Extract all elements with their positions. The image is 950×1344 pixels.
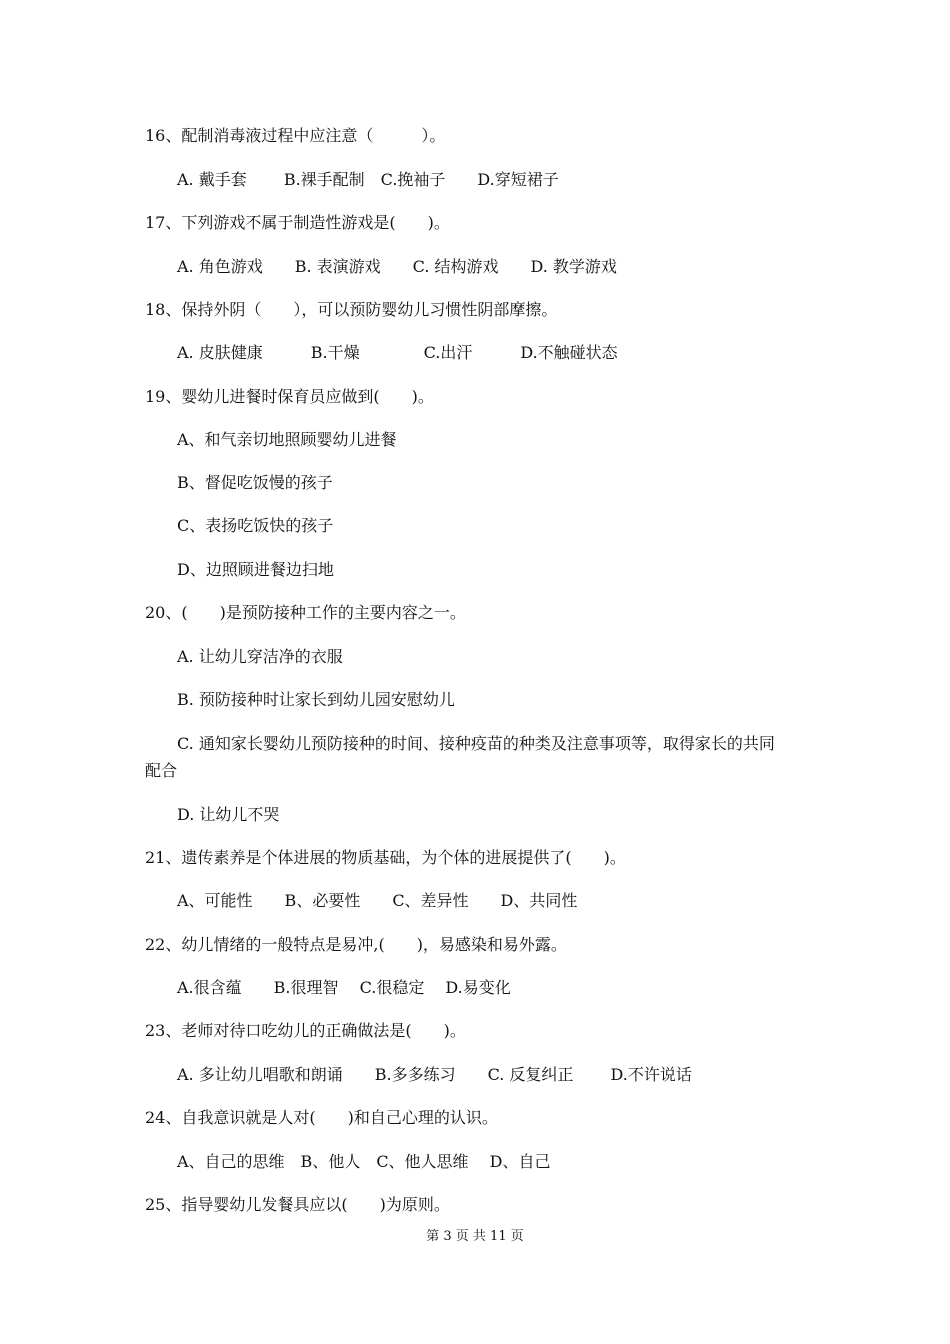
option-20-c: C. 通知家长婴幼儿预防接种的时间、接种疫苗的种类及注意事项等，取得家长的共同 xyxy=(177,734,775,753)
options-22: A.很含蕴 B.很理智 C.很稳定 D.易变化 xyxy=(177,978,511,997)
option-19-b: B、督促吃饭慢的孩子 xyxy=(177,473,333,492)
option-19-c: C、表扬吃饭快的孩子 xyxy=(177,516,334,535)
question-22: 22、幼儿情绪的一般特点是易冲,( )，易感染和易外露。 xyxy=(145,935,567,954)
options-21: A、可能性 B、必要性 C、差异性 D、共同性 xyxy=(177,891,578,910)
option-20-b: B. 预防接种时让家长到幼儿园安慰幼儿 xyxy=(177,690,455,709)
question-24: 24、自我意识就是人对( )和自己心理的认识。 xyxy=(145,1108,498,1127)
question-18: 18、保持外阴（ ），可以预防婴幼儿习惯性阴部摩擦。 xyxy=(145,300,558,319)
question-25: 25、指导婴幼儿发餐具应以( )为原则。 xyxy=(145,1195,450,1214)
options-16: A. 戴手套 B.裸手配制 C.挽袖子 D.穿短裙子 xyxy=(177,170,559,189)
options-23: A. 多让幼儿唱歌和朗诵 B.多多练习 C. 反复纠正 D.不许说话 xyxy=(177,1065,692,1084)
options-17: A. 角色游戏 B. 表演游戏 C. 结构游戏 D. 教学游戏 xyxy=(177,257,617,276)
option-19-d: D、边照顾进餐边扫地 xyxy=(177,560,334,579)
option-19-a: A、和气亲切地照顾婴幼儿进餐 xyxy=(177,430,397,449)
options-18: A. 皮肤健康 B.干燥 C.出汗 D.不触碰状态 xyxy=(177,343,618,362)
options-24: A、自己的思维 B、他人 C、他人思维 D、自己 xyxy=(177,1152,551,1171)
option-20-d: D. 让幼儿不哭 xyxy=(177,805,280,824)
question-17: 17、下列游戏不属于制造性游戏是( )。 xyxy=(145,213,450,232)
question-20: 20、( )是预防接种工作的主要内容之一。 xyxy=(145,603,466,622)
option-20-a: A. 让幼儿穿洁净的衣服 xyxy=(177,647,343,666)
question-23: 23、老师对待口吃幼儿的正确做法是( )。 xyxy=(145,1021,466,1040)
page-footer: 第 3 页 共 11 页 xyxy=(426,1229,524,1244)
question-16: 16、配制消毒液过程中应注意（ ）。 xyxy=(145,126,446,145)
option-20-c-continuation: 配合 xyxy=(145,761,178,780)
question-19: 19、婴幼儿进餐时保育员应做到( )。 xyxy=(145,387,434,406)
question-21: 21、遗传素养是个体进展的物质基础，为个体的进展提供了( )。 xyxy=(145,848,626,867)
